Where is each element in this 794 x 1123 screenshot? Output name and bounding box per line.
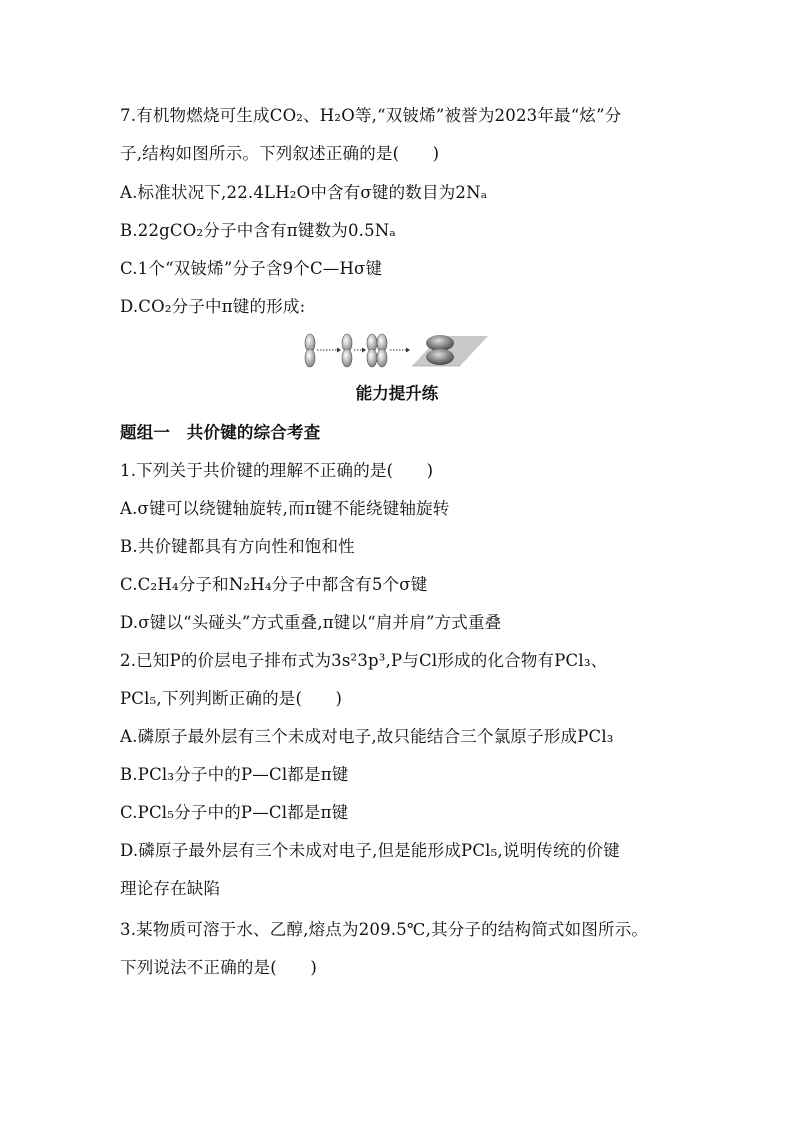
q1-stem: 1.下列关于共价键的理解不正确的是( ) bbox=[120, 461, 434, 480]
q7-option-c: C.1个“双铍烯”分子含9个C—Hσ键 bbox=[120, 259, 383, 278]
pi-bond-orbital-figure bbox=[300, 332, 490, 368]
q1-option-a: A.σ键可以绕键轴旋转,而π键不能绕键轴旋转 bbox=[120, 499, 450, 518]
q3-stem-line2: 下列说法不正确的是( ) bbox=[120, 958, 317, 977]
q2-option-d-line2: 理论存在缺陷 bbox=[120, 879, 221, 898]
arrow-icon bbox=[390, 348, 410, 353]
approaching-p-orbitals-icon bbox=[367, 334, 387, 367]
q2-option-a: A.磷原子最外层有三个未成对电子,故只能结合三个氯原子形成PCl₃ bbox=[120, 727, 614, 746]
q7-option-d: D.CO₂分子中π键的形成: bbox=[120, 297, 306, 316]
p-orbital-icon bbox=[342, 334, 352, 367]
q7-stem-line2: 子,结构如图所示。下列叙述正确的是( ) bbox=[120, 144, 440, 163]
q1-option-b: B.共价键都具有方向性和饱和性 bbox=[120, 537, 355, 556]
p-orbital-icon bbox=[305, 334, 315, 367]
q2-option-b: B.PCl₃分子中的P—Cl都是π键 bbox=[120, 765, 349, 784]
q7-option-a: A.标准状况下,22.4LH₂O中含有σ键的数目为2Nₐ bbox=[120, 183, 488, 202]
q2-stem-line2: PCl₅,下列判断正确的是( ) bbox=[120, 689, 343, 708]
arrow-icon bbox=[354, 348, 366, 353]
section-title: 能力提升练 bbox=[355, 384, 439, 403]
q1-option-d: D.σ键以“头碰头”方式重叠,π键以“肩并肩”方式重叠 bbox=[120, 613, 502, 632]
q2-stem-line1: 2.已知P的价层电子排布式为3s²3p³,P与Cl形成的化合物有PCl₃、 bbox=[120, 651, 608, 670]
q7-stem-line1: 7.有机物燃烧可生成CO₂、H₂O等,“双铍烯”被誉为2023年最“炫”分 bbox=[120, 106, 622, 125]
arrow-icon bbox=[317, 348, 341, 353]
q2-option-c: C.PCl₅分子中的P—Cl都是π键 bbox=[120, 803, 349, 822]
q3-stem-line1: 3.某物质可溶于水、乙醇,熔点为209.5℃,其分子的结构简式如图所示。 bbox=[120, 920, 649, 939]
q1-option-c: C.C₂H₄分子和N₂H₄分子中都含有5个σ键 bbox=[120, 575, 428, 594]
pi-bond-overlap-icon bbox=[412, 335, 488, 366]
group-title: 题组一 共价键的综合考查 bbox=[120, 423, 321, 442]
q2-option-d-line1: D.磷原子最外层有三个未成对电子,但是能形成PCl₅,说明传统的价键 bbox=[120, 841, 620, 860]
q7-option-b: B.22gCO₂分子中含有π键数为0.5Nₐ bbox=[120, 221, 396, 240]
